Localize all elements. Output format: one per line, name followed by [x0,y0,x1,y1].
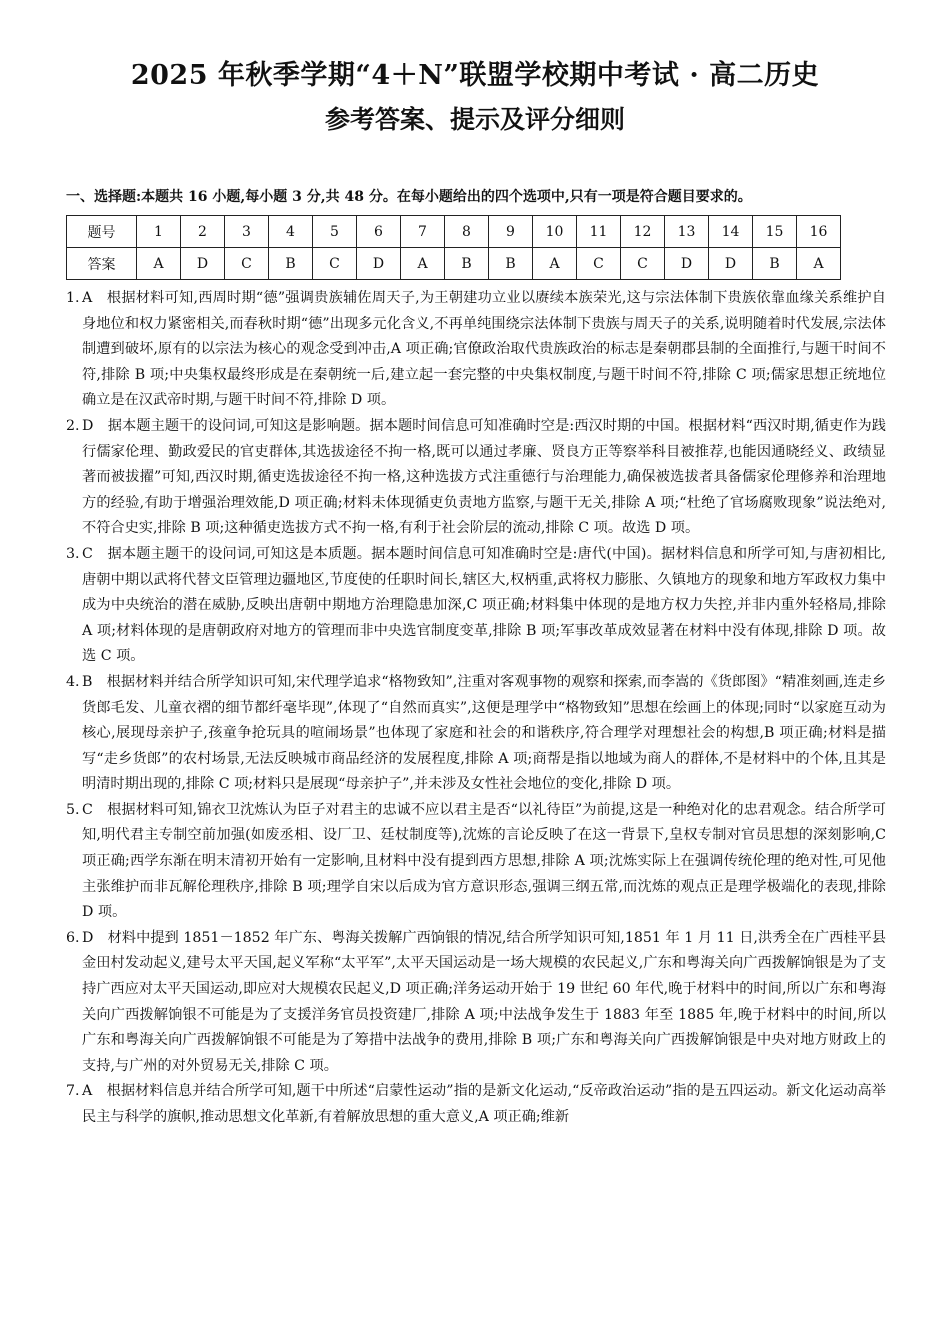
explanation-item [66,286,886,414]
answer-cell: C [621,248,665,280]
answer-cell: A [533,248,577,280]
answer-cell: B [489,248,533,280]
item-text: D 材料中提到 1851－1852 年广东、粤海关拨解广西饷银的情况,结合所学知识可知,1851 年 1 月 11 日,洪秀全在广西桂平县金田村发动起义,建号太平天国,起义军称“太平军”,太平天国运动是一场大规模的农民起义,广东和粤海关向广西拨解饷银是为了支持广西应对太平天国运动,即应对大规模农民起义,D 项正确;洋务运动开始于 19 世纪 60 年代,晚于材料中的时间,所以广东和粤海关向广西拨解饷银不可能是为了支援洋务官员投资建厂,排除 A 项;中法战争发生于 1883 年至 1885 年,晚于材料中的时间,所以广东和粤海关向广西拨解饷银不可能是为了筹措中法战争的费用,排除 B 项;广东和粤海关向广西拨解饷银是中央对地方财政上的支持,与广州的对外贸易无关,排除 C 项。 [82,929,886,1074]
explanation-item [66,670,886,798]
explanation-item [66,798,886,926]
item-text: A 根据材料可知,西周时期“德”强调贵族辅佐周天子,为王朝建功立业以赓续本族荣光,这与宗法体制下贵族依靠血缘关系维护自身地位和权力紧密相关,而春秋时期“德”出现多元化含义,不再单纯围绕宗法体制下贵族与周天子的关系,说明随着时代发展,宗法体制遭到破坏,原有的以宗法为核心的观念受到冲击,A 项正确;官僚政治取代贵族政治的标志是秦朝郡县制的全面推行,与题干时间不符,排除 B 项;中央集权最终形成是在秦朝统一后,建立起一套完整的中央集权制度,与题干时间不符,排除 C 项;儒家思想正统地位确立是在汉武帝时期,与题干时间不符,排除 D 项。 [82,290,886,409]
item-text: D 据本题主题干的设问词,可知这是影响题。据本题时间信息可知准确时空是:西汉时期的中国。根据材料“西汉时期,循吏作为践行儒家伦理、勤政爱民的官吏群体,其选拔途径不拘一格,既可以通过孝廉、贤良方正等察举科目被推荐,也能因通晓经义、政绩显著而被拔擢”可知,西汉时期,循吏选拔途径不拘一格,这种选拔方式注重德行与治理能力,确保被选拔者具备儒家伦理修养和治理地方的经验,有助于增强治理效能,D 项正确;材料未体现循吏负责地方监察,与题干无关,排除 A 项;“杜绝了官场腐败现象”说法绝对,不符合史实,排除 B 项;这种循吏选拔方式不拘一格,有利于社会阶层的流动,排除 C 项。故选 D 项。 [82,417,886,537]
question-number-cell: 1 [137,216,181,248]
page-title: 2025 年秋季学期“4＋N”联盟学校期中考试 · 高二历史 [130,60,820,91]
answer-cell: B [269,248,313,280]
item-number: 1. [66,290,80,306]
item-number: 6. [66,929,80,946]
question-number-row [67,216,841,248]
answer-row [67,248,841,280]
question-number-cell: 5 [313,216,357,248]
answer-cell: A [401,248,445,280]
question-number-cell: 4 [269,216,313,248]
answer-cell: D [357,248,401,280]
item-text: C 据本题主题干的设问词,可知这是本质题。据本题时间信息可知准确时空是:唐代(中国)。据材料信息和所学可知,与唐初相比,唐朝中期以武将代替文臣管理边疆地区,节度使的任职时间长,辖区大,权柄重,武将权力膨胀、久镇地方的现象和地方军政权力集中成为中央统治的潜在威胁,反映出唐朝中期地方治理隐患加深,C 项正确;材料集中体现的是地方权力失控,并非内重外轻格局,排除 A 项;材料体现的是唐朝政府对地方的管理而非中央选官制度变革,排除 B 项;军事改革成效显著在材料中没有体现,排除 D 项。故选 C 项。 [82,545,886,665]
question-number-cell: 10 [533,216,577,248]
answer-cell: D [709,248,753,280]
item-number: 3. [66,545,80,562]
page-subtitle: 参考答案、提示及评分细则 [324,105,625,134]
question-number-cell: 11 [577,216,621,248]
row-label: 题号 [67,216,137,248]
question-number-cell: 15 [753,216,797,248]
item-number: 7. [66,1083,80,1100]
item-number: 2. [66,417,80,434]
answer-cell: B [445,248,489,280]
question-number-cell: 9 [489,216,533,248]
question-number-cell: 8 [445,216,489,248]
explanation-item [66,926,886,1080]
answer-cell: A [137,248,181,280]
answer-table [66,215,841,280]
item-number: 4. [66,673,80,690]
explanation-item [66,414,886,542]
item-text: A 根据材料信息并结合所学可知,题干中所述“启蒙性运动”指的是新文化运动,“反帝政治运动”指的是五四运动。新文化运动高举民主与科学的旗帜,推动思想文化革新,有着解放思想的重大意义,A 项正确;维新 [82,1083,886,1125]
section-heading: 一、选择题:本题共 16 小题,每小题 3 分,共 48 分。在每小题给出的四个选项中,只有一项是符合题目要求的。 [66,189,752,205]
question-number-cell: 12 [621,216,665,248]
question-number-cell: 13 [665,216,709,248]
answer-cell: C [577,248,621,280]
question-number-cell: 3 [225,216,269,248]
question-number-cell: 14 [709,216,753,248]
answer-cell: A [797,248,841,280]
answer-cell: C [313,248,357,280]
answer-cell: C [225,248,269,280]
answer-cell: D [665,248,709,280]
question-number-cell: 7 [401,216,445,248]
answer-cell: D [181,248,225,280]
question-number-cell: 2 [181,216,225,248]
item-text: B 根据材料并结合所学知识可知,宋代理学追求“格物致知”,注重对客观事物的观察和探索,而李嵩的《货郎图》“精准刻画,连走乡货郎毛发、儿童衣褶的细节都纤毫毕现”,体现了“自然而真实”,这便是理学中“格物致知”思想在绘画上的体现;同时“以家庭互动为核心,展现母亲护子,孩童争抢玩具的喧闹场景”也体现了家庭和社会的和谐秩序,符合理学对理想社会的构想,B 项正确;材料是描写“走乡货郎”的农村场景,无法反映城市商品经济的发展程度,排除 A 项;商帮是指以地域为商人的群体,不是材料中的个体,且其是明清时期出现的,排除 C 项;材料只是展现“母亲护子”,并未涉及女性社会地位的变化,排除 D 项。 [82,673,886,793]
answer-cell: B [753,248,797,280]
row-label: 答案 [67,248,137,280]
item-number: 5. [66,801,80,818]
question-number-cell: 16 [797,216,841,248]
question-number-cell: 6 [357,216,401,248]
explanations-list [66,286,886,1131]
explanation-item [66,1079,886,1130]
item-text: C 根据材料可知,锦衣卫沈炼认为臣子对君主的忠诚不应以君主是否“以礼待臣”为前提,这是一种绝对化的忠君观念。结合所学可知,明代君主专制空前加强(如废丞相、设厂卫、廷杖制度等),沈炼的言论反映了在这一背景下,皇权专制对官员思想的深刻影响,C 项正确;西学东渐在明末清初开始有一定影响,且材料中没有提到西方思想,排除 A 项;沈炼实际上在强调传统伦理的绝对性,可见他主张维护而非瓦解伦理秩序,排除 B 项;理学自宋以后成为官方意识形态,强调三纲五常,而沈炼的观点正是理学极端化的表现,排除 D 项。 [82,801,886,921]
explanation-item [66,542,886,670]
